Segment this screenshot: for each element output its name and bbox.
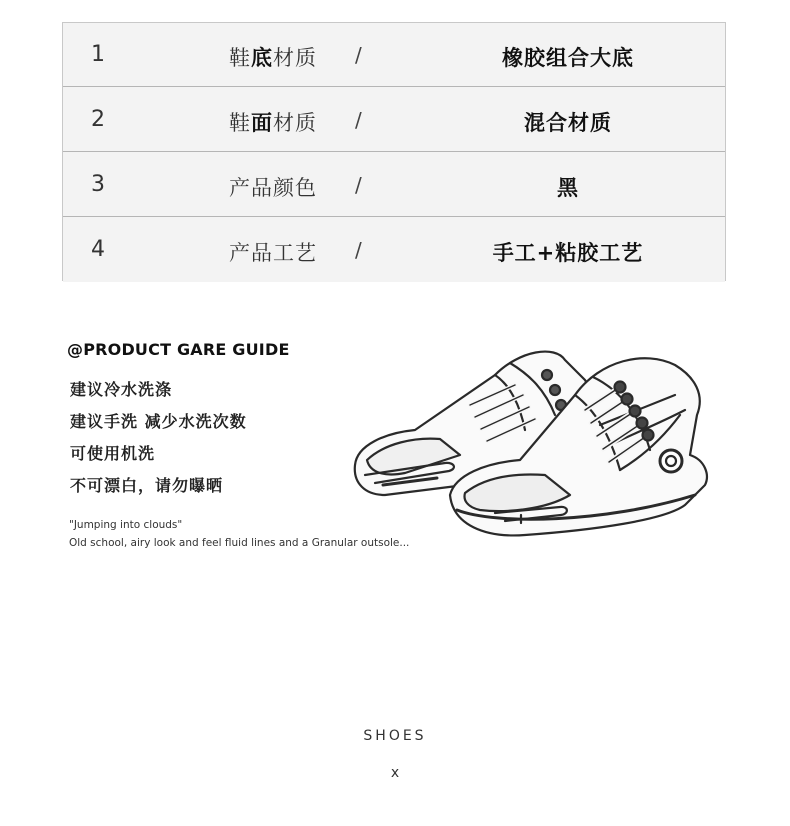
row-value: 手工+粘胶工艺 — [492, 241, 644, 265]
care-instruction: 建议手洗 减少水洗次数 — [70, 412, 247, 431]
care-instruction: 可使用机洗 — [70, 444, 156, 463]
care-instruction: 建议冷水洗涤 — [70, 380, 173, 399]
row-number: 1 — [91, 42, 105, 67]
care-instruction: 不可漂白，请勿曝晒 — [70, 476, 224, 495]
row-label: 产品工艺 — [229, 241, 317, 265]
spec-table — [62, 22, 726, 281]
product-description: Old school, airy look and feel fluid lines and a Granular outsole... — [69, 537, 410, 549]
spec-row — [63, 153, 725, 217]
row-separator: / — [355, 173, 362, 197]
row-value: 黑 — [557, 176, 579, 200]
row-label: 鞋面材质 — [229, 111, 317, 135]
row-number: 3 — [91, 172, 105, 197]
tagline-quote: "Jumping into clouds" — [69, 519, 183, 531]
row-value: 混合材质 — [524, 111, 612, 135]
footer-label: SHOES — [363, 728, 427, 744]
row-number: 4 — [91, 237, 105, 262]
row-value: 橡胶组合大底 — [502, 46, 634, 70]
row-separator: / — [355, 43, 362, 67]
row-number: 2 — [91, 107, 105, 132]
row-label: 鞋底材质 — [229, 46, 317, 70]
spec-row — [63, 88, 725, 152]
spec-row — [63, 218, 725, 282]
sneaker-illustration — [345, 335, 715, 550]
care-guide-title: @PRODUCT GARE GUIDE — [67, 340, 290, 359]
row-separator: / — [355, 108, 362, 132]
row-separator: / — [355, 238, 362, 262]
row-label: 产品颜色 — [229, 176, 317, 200]
footer-mark: x — [390, 765, 400, 781]
spec-row — [63, 23, 725, 87]
